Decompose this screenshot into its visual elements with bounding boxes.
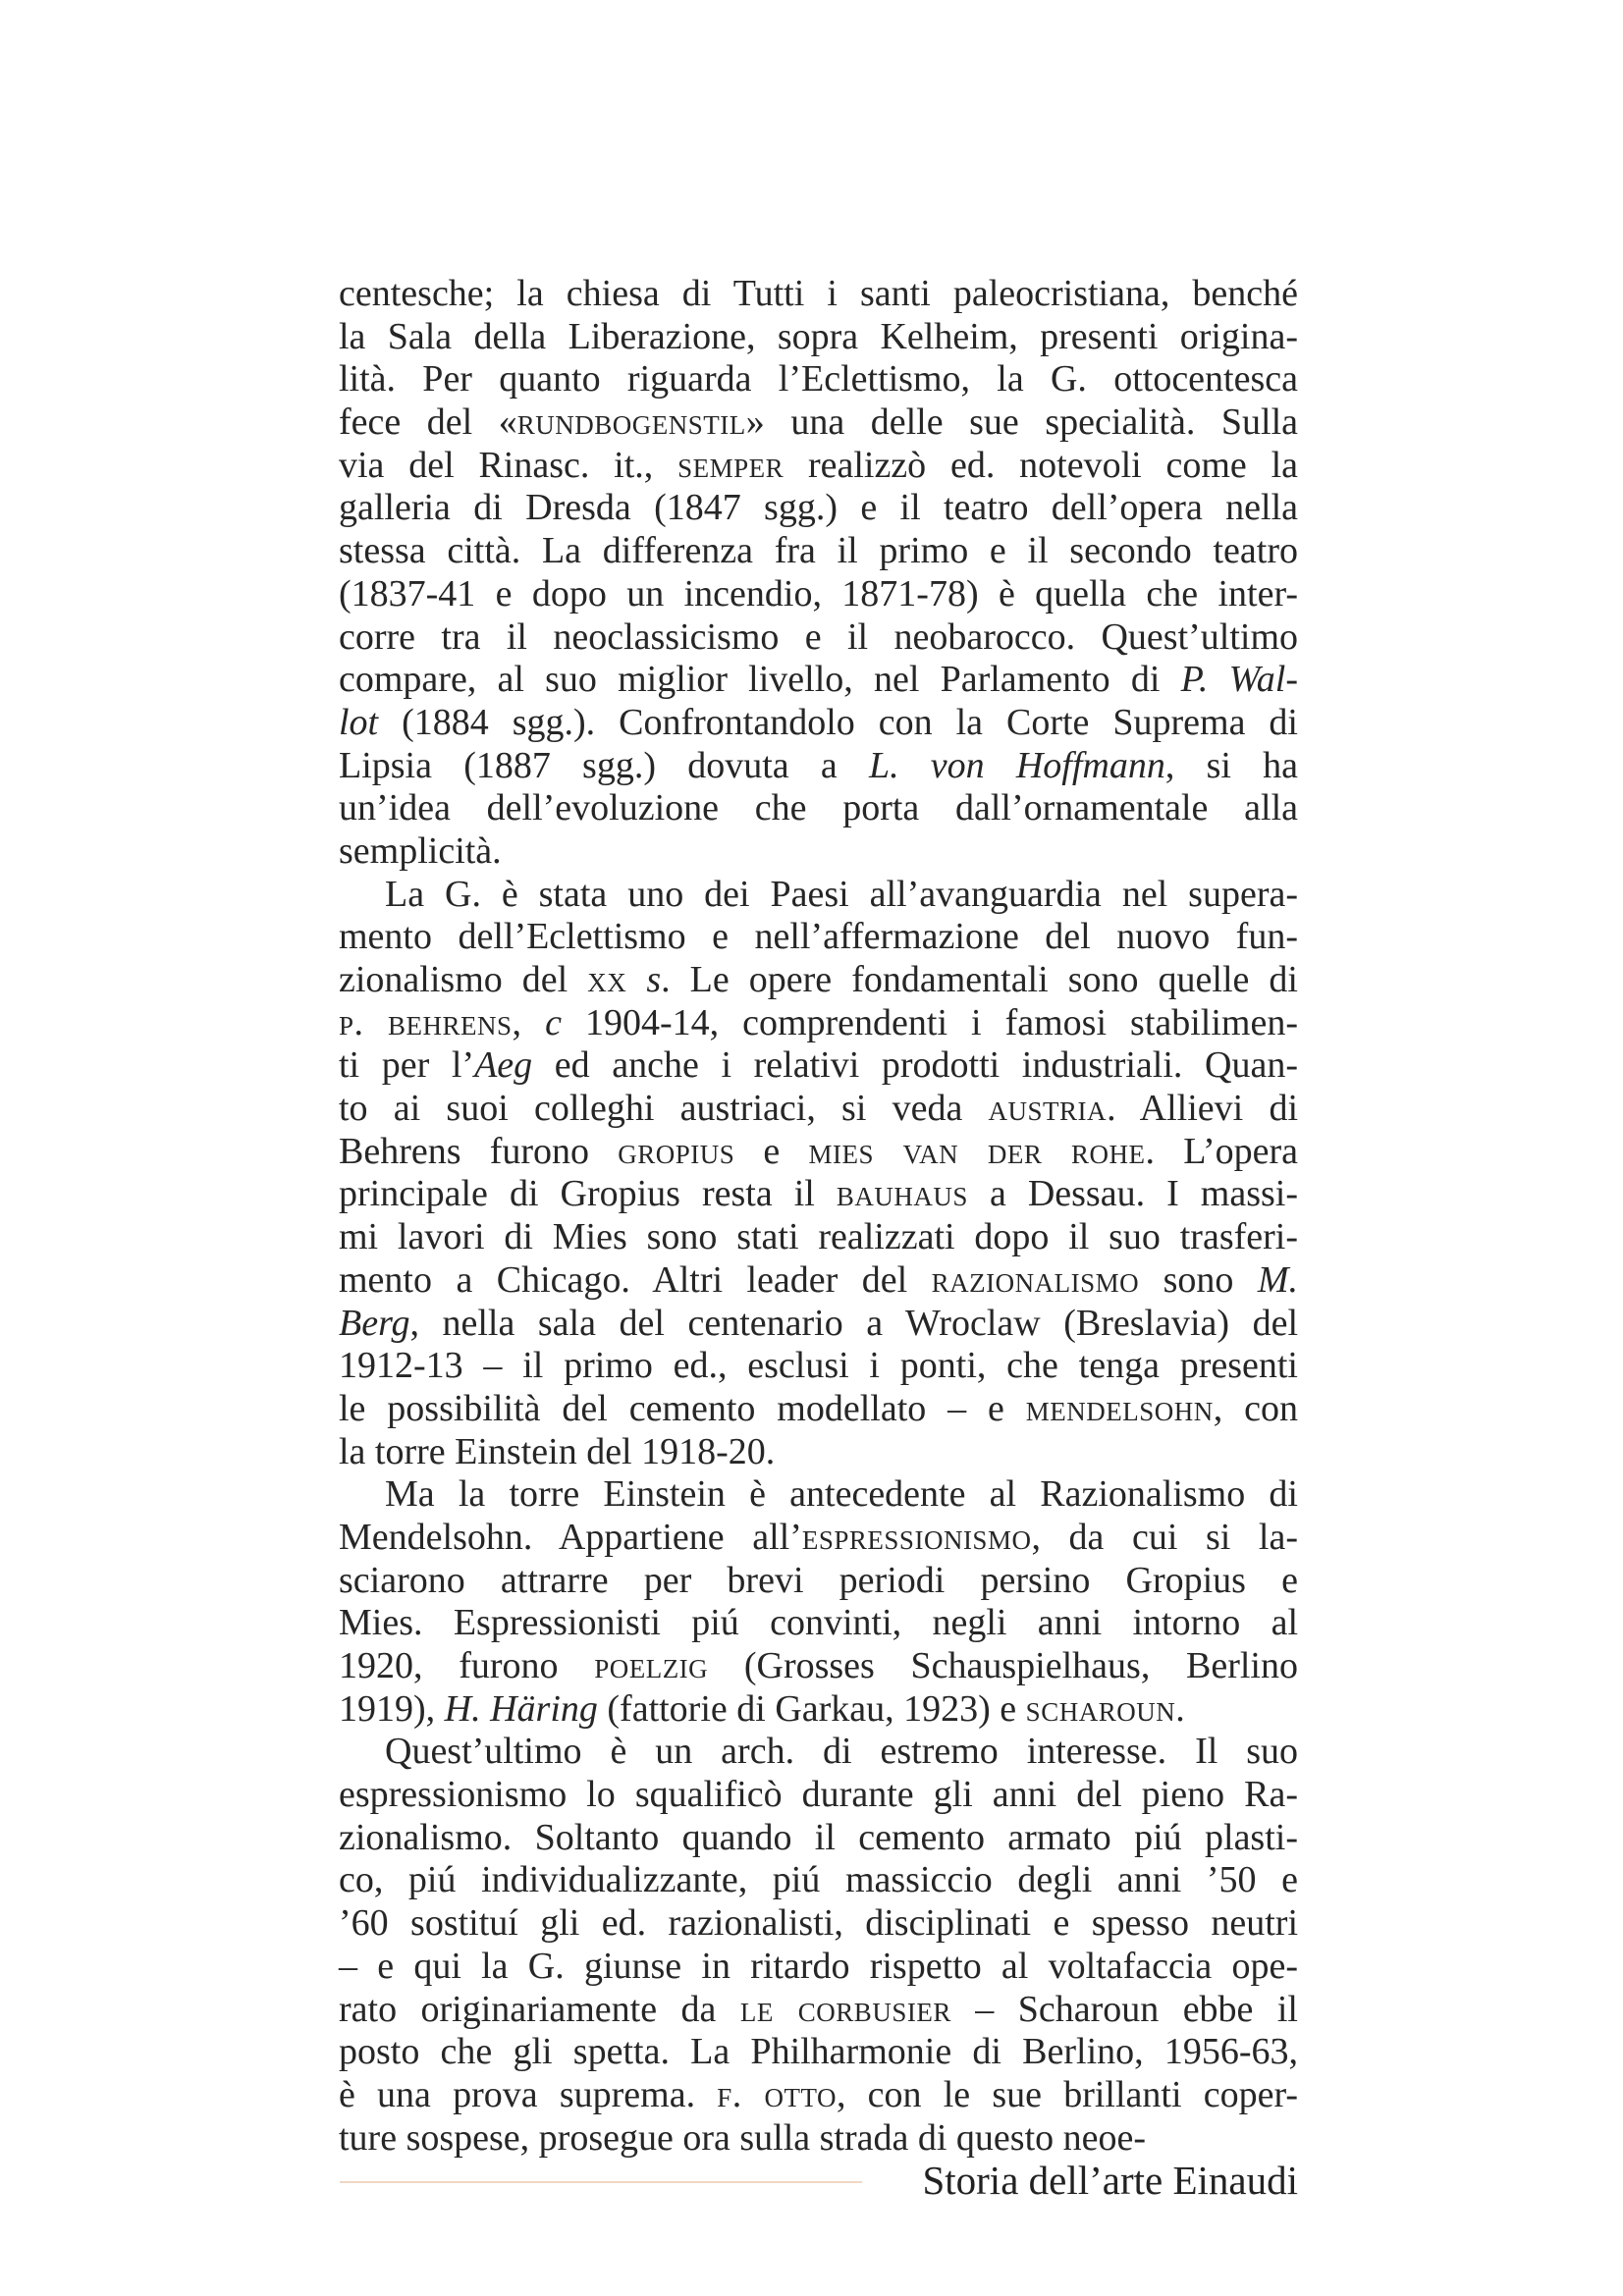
text-line xyxy=(339,916,1298,959)
text-run: . Le opere fondamentali sono quelle di xyxy=(661,959,1298,1000)
text-run: mento dell’Eclettismo e nell’affermazione del nuovo fun- xyxy=(339,916,1298,958)
text-line xyxy=(339,874,1298,917)
text-line xyxy=(339,1946,1298,1989)
italic-text: Berg xyxy=(339,1302,410,1344)
text-run: zionalismo. Soltanto quando il cemento armato piú plasti- xyxy=(339,1816,1298,1858)
paragraph xyxy=(339,874,1298,1474)
paragraph xyxy=(339,1473,1298,1731)
text-line xyxy=(339,573,1298,616)
text-line xyxy=(339,1131,1298,1174)
italic-text: M. xyxy=(1257,1258,1298,1301)
text-run: to ai suoi colleghi austriaci, si veda xyxy=(339,1088,989,1130)
italic-text: H. Häring xyxy=(444,1687,598,1730)
italic-text: P. Wal- xyxy=(1180,659,1298,701)
text-run: , si ha xyxy=(1164,744,1299,786)
text-line xyxy=(339,1345,1298,1388)
italic-text: Aeg xyxy=(474,1044,533,1087)
text-line xyxy=(339,1002,1298,1045)
text-run: fece del « xyxy=(339,401,517,444)
footer-rule xyxy=(340,2181,862,2183)
text-line xyxy=(339,1731,1298,1774)
italic-text: s xyxy=(646,959,662,1000)
text-line xyxy=(339,1517,1298,1560)
cross-reference: semper xyxy=(677,444,784,486)
text-run: a Dessau. I massi- xyxy=(967,1173,1298,1215)
text-run: (fattorie di Garkau, 1923) e xyxy=(597,1687,1026,1730)
text-run: sono xyxy=(1139,1258,1258,1301)
text-line xyxy=(339,787,1298,830)
footer-title: Storia dell’arte Einaudi xyxy=(922,2158,1298,2203)
text-run: sciarono attrarre per brevi periodi persino Gropius e xyxy=(339,1559,1298,1601)
text-line xyxy=(339,2031,1298,2074)
text-run: , nella sala del centenario a Wroclaw (Breslavia) del xyxy=(409,1302,1298,1344)
text-run: – e qui la G. giunse in ritardo rispetto al voltafaccia ope- xyxy=(339,1945,1298,1987)
text-line xyxy=(339,2117,1298,2161)
italic-text: L. von Hoffmann xyxy=(868,744,1165,786)
text-run: , xyxy=(512,1001,546,1043)
cross-reference: gropius xyxy=(618,1130,735,1172)
text-run: . xyxy=(1175,1687,1185,1730)
text-line xyxy=(339,358,1298,401)
text-line xyxy=(339,1902,1298,1946)
text-run: , con xyxy=(1213,1387,1298,1429)
text-line xyxy=(339,1173,1298,1216)
text-run: è una prova suprema. xyxy=(339,2073,718,2115)
text-run: 1912-13 – il primo ed., esclusi i ponti, che tenga presenti xyxy=(339,1345,1298,1387)
text-run: ’60 sostituí gli ed. razionalisti, disciplinati e spesso neutri xyxy=(339,1902,1298,1945)
text-run: la torre Einstein del 1918-20. xyxy=(339,1430,776,1472)
text-run: corre tra il neoclassicismo e il neobarocco. Quest’ultimo xyxy=(339,615,1298,658)
text-run: centesche; la chiesa di Tutti i santi paleocristiana, benché xyxy=(339,273,1298,314)
text-run: galleria di Dresda (1847 sgg.) e il teatro dell’opera nella xyxy=(339,487,1298,529)
text-run: semplicità. xyxy=(339,829,502,872)
cross-reference: rundbogenstil xyxy=(516,401,746,444)
text-run: 1920, furono xyxy=(339,1645,595,1686)
text-line xyxy=(339,1688,1298,1732)
text-line xyxy=(339,702,1298,745)
text-line xyxy=(339,401,1298,445)
text-run: Mendelsohn. Appartiene all’ xyxy=(339,1516,802,1558)
text-run: Lipsia (1887 sgg.) dovuta a xyxy=(339,744,869,786)
text-run xyxy=(626,959,646,1000)
text-run: Quest’ultimo è un arch. di estremo interesse. Il suo xyxy=(385,1731,1298,1773)
paragraph xyxy=(339,273,1298,874)
text-run: le possibilità del cemento modellato – e xyxy=(339,1387,1026,1429)
text-run: (1837-41 e dopo un incendio, 1871-78) è quella che inter- xyxy=(339,572,1298,614)
text-run: , con le sue brillanti coper- xyxy=(836,2073,1298,2115)
text-line xyxy=(339,1044,1298,1088)
text-run: un’idea dell’evoluzione che porta dall’ornamentale alla xyxy=(339,787,1298,829)
cross-reference: espressionismo xyxy=(801,1516,1032,1558)
text-run: principale di Gropius resta il xyxy=(339,1173,837,1215)
text-line xyxy=(339,1817,1298,1860)
text-run: mi lavori di Mies sono stati realizzati dopo il suo trasferi- xyxy=(339,1216,1298,1258)
text-line xyxy=(339,1774,1298,1817)
text-run: (1884 sgg.). Confrontandolo con la Corte Suprema di xyxy=(378,701,1298,743)
text-line xyxy=(339,1645,1298,1688)
text-line xyxy=(339,616,1298,660)
text-line xyxy=(339,1303,1298,1346)
paragraph xyxy=(339,1731,1298,2160)
cross-reference: bauhaus xyxy=(836,1173,968,1215)
text-run: ed anche i relativi prodotti industriali. Quan- xyxy=(532,1044,1298,1087)
italic-text: c xyxy=(545,1001,562,1043)
text-line xyxy=(339,1259,1298,1303)
text-run: . Allievi di xyxy=(1107,1088,1298,1130)
text-line xyxy=(339,1602,1298,1645)
text-run: zionalismo del xyxy=(339,959,588,1000)
cross-reference: le corbusier xyxy=(739,1988,951,2030)
text-run: Ma la torre Einstein è antecedente al Razionalismo di xyxy=(385,1473,1298,1516)
text-line xyxy=(339,1216,1298,1259)
cross-reference: austria xyxy=(988,1088,1108,1130)
cross-reference: p. behrens xyxy=(339,1001,513,1043)
cross-reference: f. otto xyxy=(717,2073,837,2115)
text-line xyxy=(339,745,1298,788)
text-run: realizzò ed. notevoli come la xyxy=(784,444,1298,486)
body-text xyxy=(339,273,1298,2160)
text-run: compare, al suo miglior livello, nel Parlamento di xyxy=(339,659,1181,701)
text-run: Behrens furono xyxy=(339,1130,619,1172)
text-run: e xyxy=(734,1130,809,1172)
text-line xyxy=(339,316,1298,359)
text-line xyxy=(339,273,1298,316)
text-line xyxy=(339,1431,1298,1474)
text-run: » una delle sue specialità. Sulla xyxy=(745,401,1298,444)
text-run: mento a Chicago. Altri leader del xyxy=(339,1258,932,1301)
text-run: ti per l’ xyxy=(339,1044,475,1087)
text-line xyxy=(339,1388,1298,1431)
text-line xyxy=(339,959,1298,1002)
cross-reference: poelzig xyxy=(594,1645,709,1686)
text-run: via del Rinasc. it., xyxy=(339,444,678,486)
text-line xyxy=(339,830,1298,874)
text-line xyxy=(339,2074,1298,2117)
text-run: la Sala della Liberazione, sopra Kelheim, presenti origina- xyxy=(339,315,1298,357)
text-line xyxy=(339,1473,1298,1517)
italic-text: lot xyxy=(339,701,379,743)
text-line xyxy=(339,445,1298,488)
text-line xyxy=(339,530,1298,573)
text-run: 1919), xyxy=(339,1687,445,1730)
cross-reference: mies van der rohe xyxy=(808,1130,1146,1172)
text-run: posto che gli spetta. La Philharmonie di Berlino, 1956-63, xyxy=(339,2031,1298,2073)
text-line xyxy=(339,1859,1298,1902)
text-run: co, piú individualizzante, piú massiccio degli anni ’50 e xyxy=(339,1859,1298,1901)
cross-reference: mendelsohn xyxy=(1025,1387,1214,1429)
text-run: 1904-14, comprendenti i famosi stabilimen- xyxy=(561,1001,1298,1043)
text-line xyxy=(339,1560,1298,1603)
text-run: espressionismo lo squalificò durante gli anni del pieno Ra- xyxy=(339,1774,1298,1816)
cross-reference: scharoun xyxy=(1025,1687,1176,1730)
cross-reference: xx xyxy=(587,959,627,1000)
text-line xyxy=(339,659,1298,702)
text-line xyxy=(339,487,1298,530)
text-run: lità. Per quanto riguarda l’Eclettismo, la G. ottocentesca xyxy=(339,358,1298,400)
text-line xyxy=(339,1088,1298,1131)
text-run: . L’opera xyxy=(1145,1130,1298,1172)
text-run: – Scharoun ebbe il xyxy=(950,1988,1298,2030)
text-run: rato originariamente da xyxy=(339,1988,740,2030)
text-run: stessa città. La differenza fra il primo e il secondo teatro xyxy=(339,530,1298,572)
text-run: Mies. Espressionisti piú convinti, negli anni intorno al xyxy=(339,1602,1298,1644)
cross-reference: razionalismo xyxy=(931,1258,1140,1301)
text-run: La G. è stata uno dei Paesi all’avanguardia nel supera- xyxy=(385,873,1298,915)
text-run: (Grosses Schauspielhaus, Berlino xyxy=(708,1645,1298,1686)
text-run: ture sospese, prosegue ora sulla strada di questo neoe- xyxy=(339,2116,1147,2159)
text-run: , da cui si la- xyxy=(1031,1516,1299,1558)
text-line xyxy=(339,1989,1298,2032)
